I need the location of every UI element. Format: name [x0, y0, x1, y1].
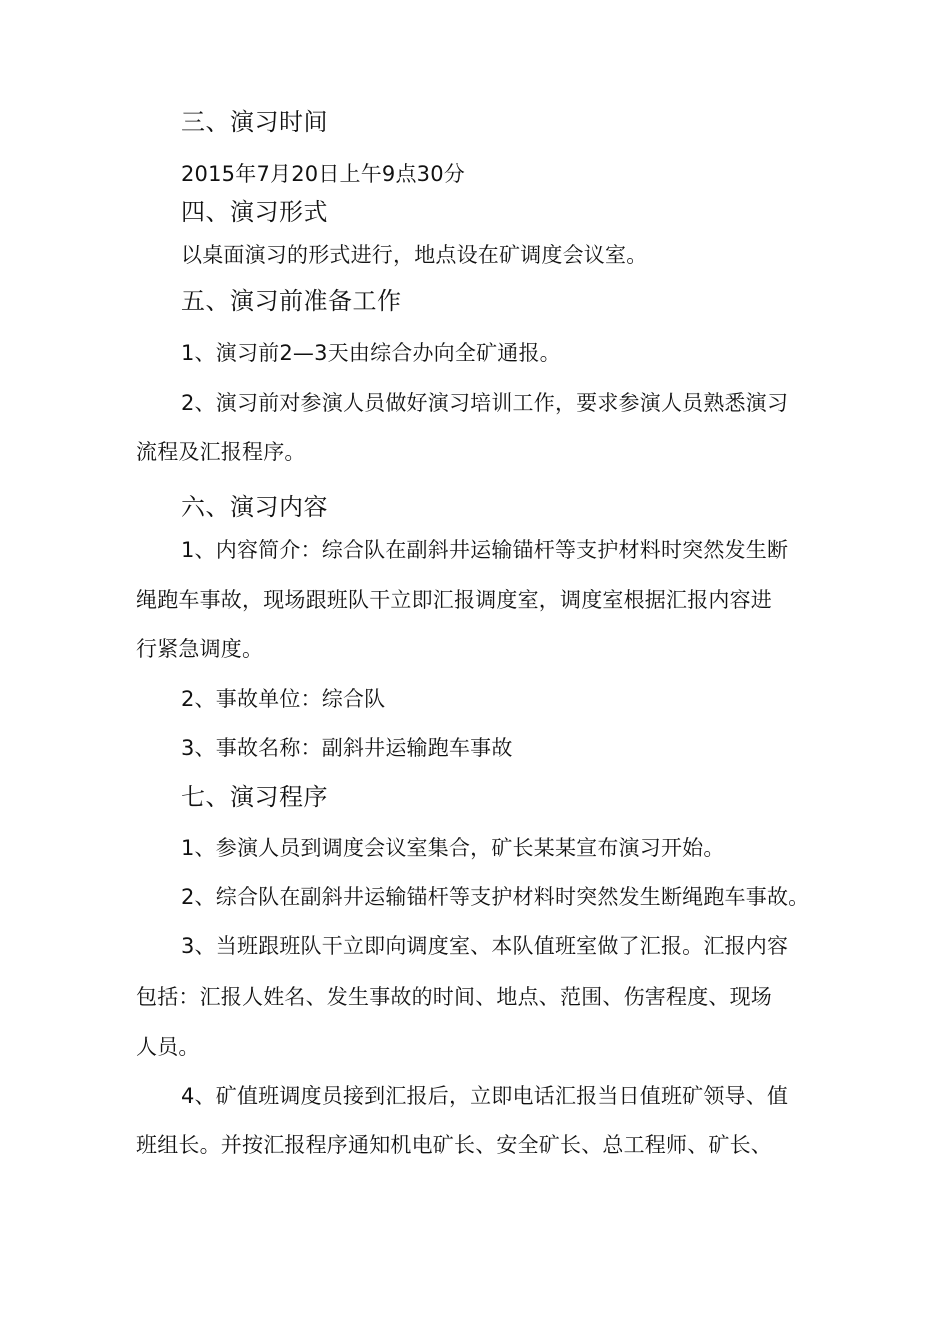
- content-item-3: 3、事故名称：副斜井运输跑车事故: [181, 736, 513, 760]
- content-item-2: 2、事故单位：综合队: [181, 687, 386, 711]
- preparation-item-2-line-1: 2、演习前对参演人员做好演习培训工作，要求参演人员熟悉演习: [181, 391, 789, 415]
- procedure-item-4-line-2: 班组长。并按汇报程序通知机电矿长、安全矿长、总工程师、矿长、: [136, 1133, 772, 1157]
- preparation-item-2-line-2: 流程及汇报程序。: [136, 440, 306, 464]
- section-heading-preparation: 五、演习前准备工作: [181, 287, 402, 315]
- drill-time-text: 2015年7月20日上午9点30分: [181, 162, 466, 186]
- procedure-item-2: 2、综合队在副斜井运输锚杆等支护材料时突然发生断绳跑车事故。: [181, 885, 810, 909]
- procedure-item-3-line-2: 包括：汇报人姓名、发生事故的时间、地点、范围、伤害程度、现场: [136, 985, 772, 1009]
- section-heading-procedure: 七、演习程序: [181, 783, 328, 811]
- section-heading-time: 三、演习时间: [181, 108, 328, 136]
- procedure-item-3-line-3: 人员。: [136, 1035, 200, 1059]
- procedure-item-4-line-1: 4、矿值班调度员接到汇报后，立即电话汇报当日值班矿领导、值: [181, 1084, 789, 1108]
- drill-form-text: 以桌面演习的形式进行，地点设在矿调度会议室。: [181, 243, 648, 267]
- preparation-item-1: 1、演习前2—3天由综合办向全矿通报。: [181, 341, 561, 365]
- procedure-item-1: 1、参演人员到调度会议室集合，矿长某某宣布演习开始。: [181, 836, 725, 860]
- section-heading-form: 四、演习形式: [181, 198, 328, 226]
- section-heading-content: 六、演习内容: [181, 493, 328, 521]
- content-item-1-line-2: 绳跑车事故，现场跟班队干立即汇报调度室，调度室根据汇报内容进: [136, 588, 772, 612]
- content-item-1-line-1: 1、内容简介：综合队在副斜井运输锚杆等支护材料时突然发生断: [181, 538, 789, 562]
- content-item-1-line-3: 行紧急调度。: [136, 637, 264, 661]
- procedure-item-3-line-1: 3、当班跟班队干立即向调度室、本队值班室做了汇报。汇报内容: [181, 934, 789, 958]
